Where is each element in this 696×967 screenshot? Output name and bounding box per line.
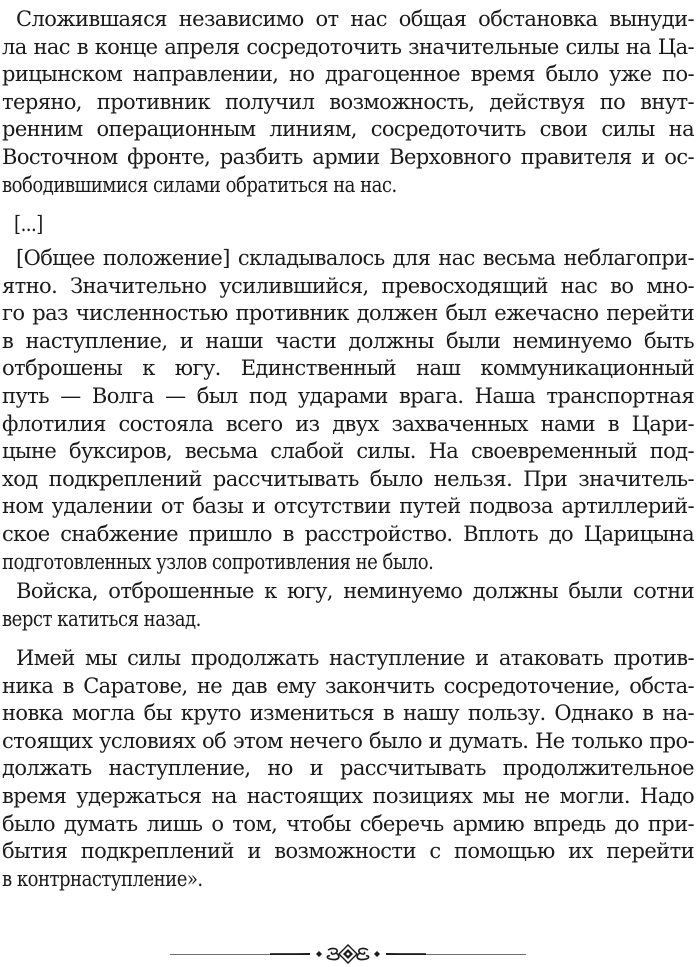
- text-line: подготовленных узлов сопротивления не было.: [2, 549, 434, 574]
- text-line: отброшены к югу. Единственный наш коммуникационный: [2, 356, 694, 381]
- text-line: ход подкреплений рассчитывать было нельзя. При значитель-: [2, 466, 694, 491]
- text-line: в наступление, и наши части должны были неминуемо быть: [2, 328, 694, 353]
- text-line: Сложившаяся независимо от нас общая обстановка вынуди-: [16, 7, 694, 31]
- text-line: путь — Волга — был под ударами врага. Наша транспортная: [2, 383, 694, 408]
- section-divider-ornament-icon: [170, 944, 526, 964]
- text-line: время удержаться на настоящих позициях мы не могли. Надо: [2, 783, 694, 808]
- text-line: [Общее положение] складывалось для нас весьма неблагопри-: [16, 246, 694, 270]
- paragraph-2-omission: [2, 211, 694, 239]
- text-line: в контрнаступление».: [2, 866, 203, 891]
- text-line: ном удалении от базы и отсутствии путей подвоза артиллерий-: [2, 494, 694, 519]
- text-line: цыне буксиров, весьма слабой силы. На своевременный под-: [2, 439, 694, 464]
- text-line: стоящих условиях об этом нечего было и думать. Не только про-: [2, 728, 694, 753]
- text-line: Войска, отброшенные к югу, неминуемо должны были сотни: [16, 579, 694, 603]
- text-line: ренним операционным линиям, сосредоточить свои силы на: [2, 117, 694, 142]
- text-line: ла нас в конце апреля сосредоточить значительные силы на Ца-: [2, 34, 694, 59]
- text-line: теряно, противник получил возможность, действуя по внут-: [2, 89, 694, 114]
- text-line: должать наступление, но и рассчитывать продолжительное: [2, 756, 694, 781]
- text-line: Восточном фронте, разбить армии Верховного правителя и ос-: [2, 144, 694, 169]
- paragraph-4: [2, 578, 694, 633]
- text-line: рицынском направлении, но драгоценное время было уже по-: [2, 62, 694, 87]
- paragraph-3: [2, 245, 694, 576]
- paragraph-1: [2, 6, 694, 199]
- omission-marker: [...]: [14, 212, 43, 236]
- text-line: новка могла бы круто измениться в нашу пользу. Однако в на-: [2, 701, 694, 726]
- text-line: Имей мы силы продолжать наступление и атаковать против-: [16, 646, 694, 670]
- text-line: вободившимися силами обратиться на нас.: [2, 172, 397, 197]
- text-line: го раз численностью противник должен был ежечасно перейти: [2, 301, 694, 326]
- text-line: ника в Саратове, не дав ему закончить сосредоточение, обста-: [2, 673, 694, 698]
- text-line: верст катиться назад.: [2, 606, 201, 631]
- text-line: ятно. Значительно усилившийся, превосходящий нас во мно-: [2, 273, 694, 298]
- text-line: бытия подкреплений и возможности с помощью их перейти: [2, 839, 694, 864]
- text-line: ское снабжение пришло в расстройство. Вплоть до Царицына: [2, 521, 694, 546]
- text-line: флотилия состояла всего из двух захваченных нами в Цари-: [2, 411, 694, 436]
- paragraph-5: [2, 645, 694, 893]
- text-line: было думать лишь о том, чтобы сберечь армию впредь до при-: [2, 811, 694, 836]
